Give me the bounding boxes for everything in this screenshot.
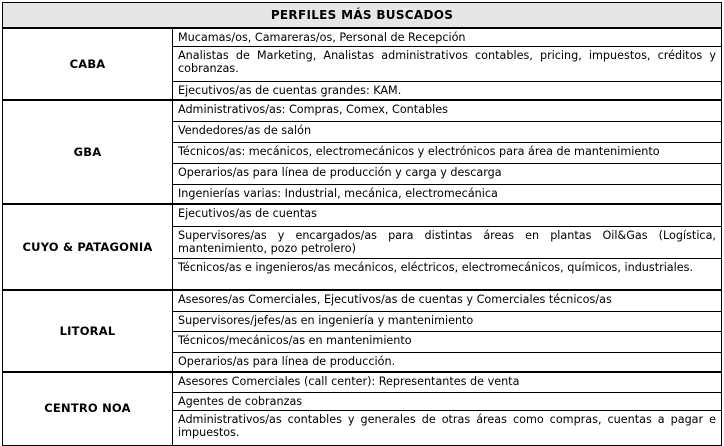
profile-cell: Ejecutivos/as de cuentas [173,204,722,226]
profile-cell: Ejecutivos/as de cuentas grandes: KAM. [173,82,722,101]
region-name: CABA [3,28,173,100]
profile-cell: Técnicos/as: mecánicos, electromecánicos y electrónicos para área de mantenimiento [173,142,722,163]
profile-cell: Analistas de Marketing, Analistas administrativos contables, pricing, impuestos, créditos y cobranzas. [173,47,722,82]
region-name: LITORAL [3,290,173,372]
region-name: CUYO & PATAGONIA [3,204,173,290]
profile-cell: Vendedores/as de salón [173,121,722,142]
table-body [3,28,722,445]
profile-cell: Supervisores/jefes/as en ingeniería y mantenimiento [173,311,722,331]
profile-cell: Operarios/as para línea de producción y carga y descarga [173,163,722,184]
region-name: GBA [3,100,173,204]
region-name: CENTRO NOA [3,372,173,445]
profile-cell: Técnicos/mecánicos/as en mantenimiento [173,331,722,352]
profiles-table [2,2,722,446]
profile-cell: Supervisores/as y encargados/as para distintas áreas en plantas Oil&Gas (Logística, mantenimiento, pozo petrolero) [173,226,722,258]
table-row [3,372,722,392]
profile-cell: Técnicos/as e ingenieros/as mecánicos, eléctricos, electromecánicos, químicos, industriales. [173,258,722,290]
table-row [3,204,722,226]
profile-cell: Administrativos/as contables y generales de otras áreas como compras, cuentas a pagar e impuestos. [173,410,722,445]
table-row [3,28,722,47]
table-header-row [3,3,722,29]
profile-cell: Agentes de cobranzas [173,392,722,410]
table-title: PERFILES MÁS BUSCADOS [3,3,722,29]
profile-cell: Mucamas/os, Camareras/os, Personal de Recepción [173,28,722,47]
profile-cell: Asesores/as Comerciales, Ejecutivos/as de cuentas y Comerciales técnicos/as [173,290,722,311]
profile-cell: Administrativos/as: Compras, Comex, Contables [173,100,722,121]
table-row [3,290,722,311]
profile-cell: Ingenierías varias: Industrial, mecánica, electromecánica [173,184,722,204]
profile-cell: Operarios/as para línea de producción. [173,352,722,372]
table-row [3,100,722,121]
profile-cell: Asesores Comerciales (call center): Representantes de venta [173,372,722,392]
